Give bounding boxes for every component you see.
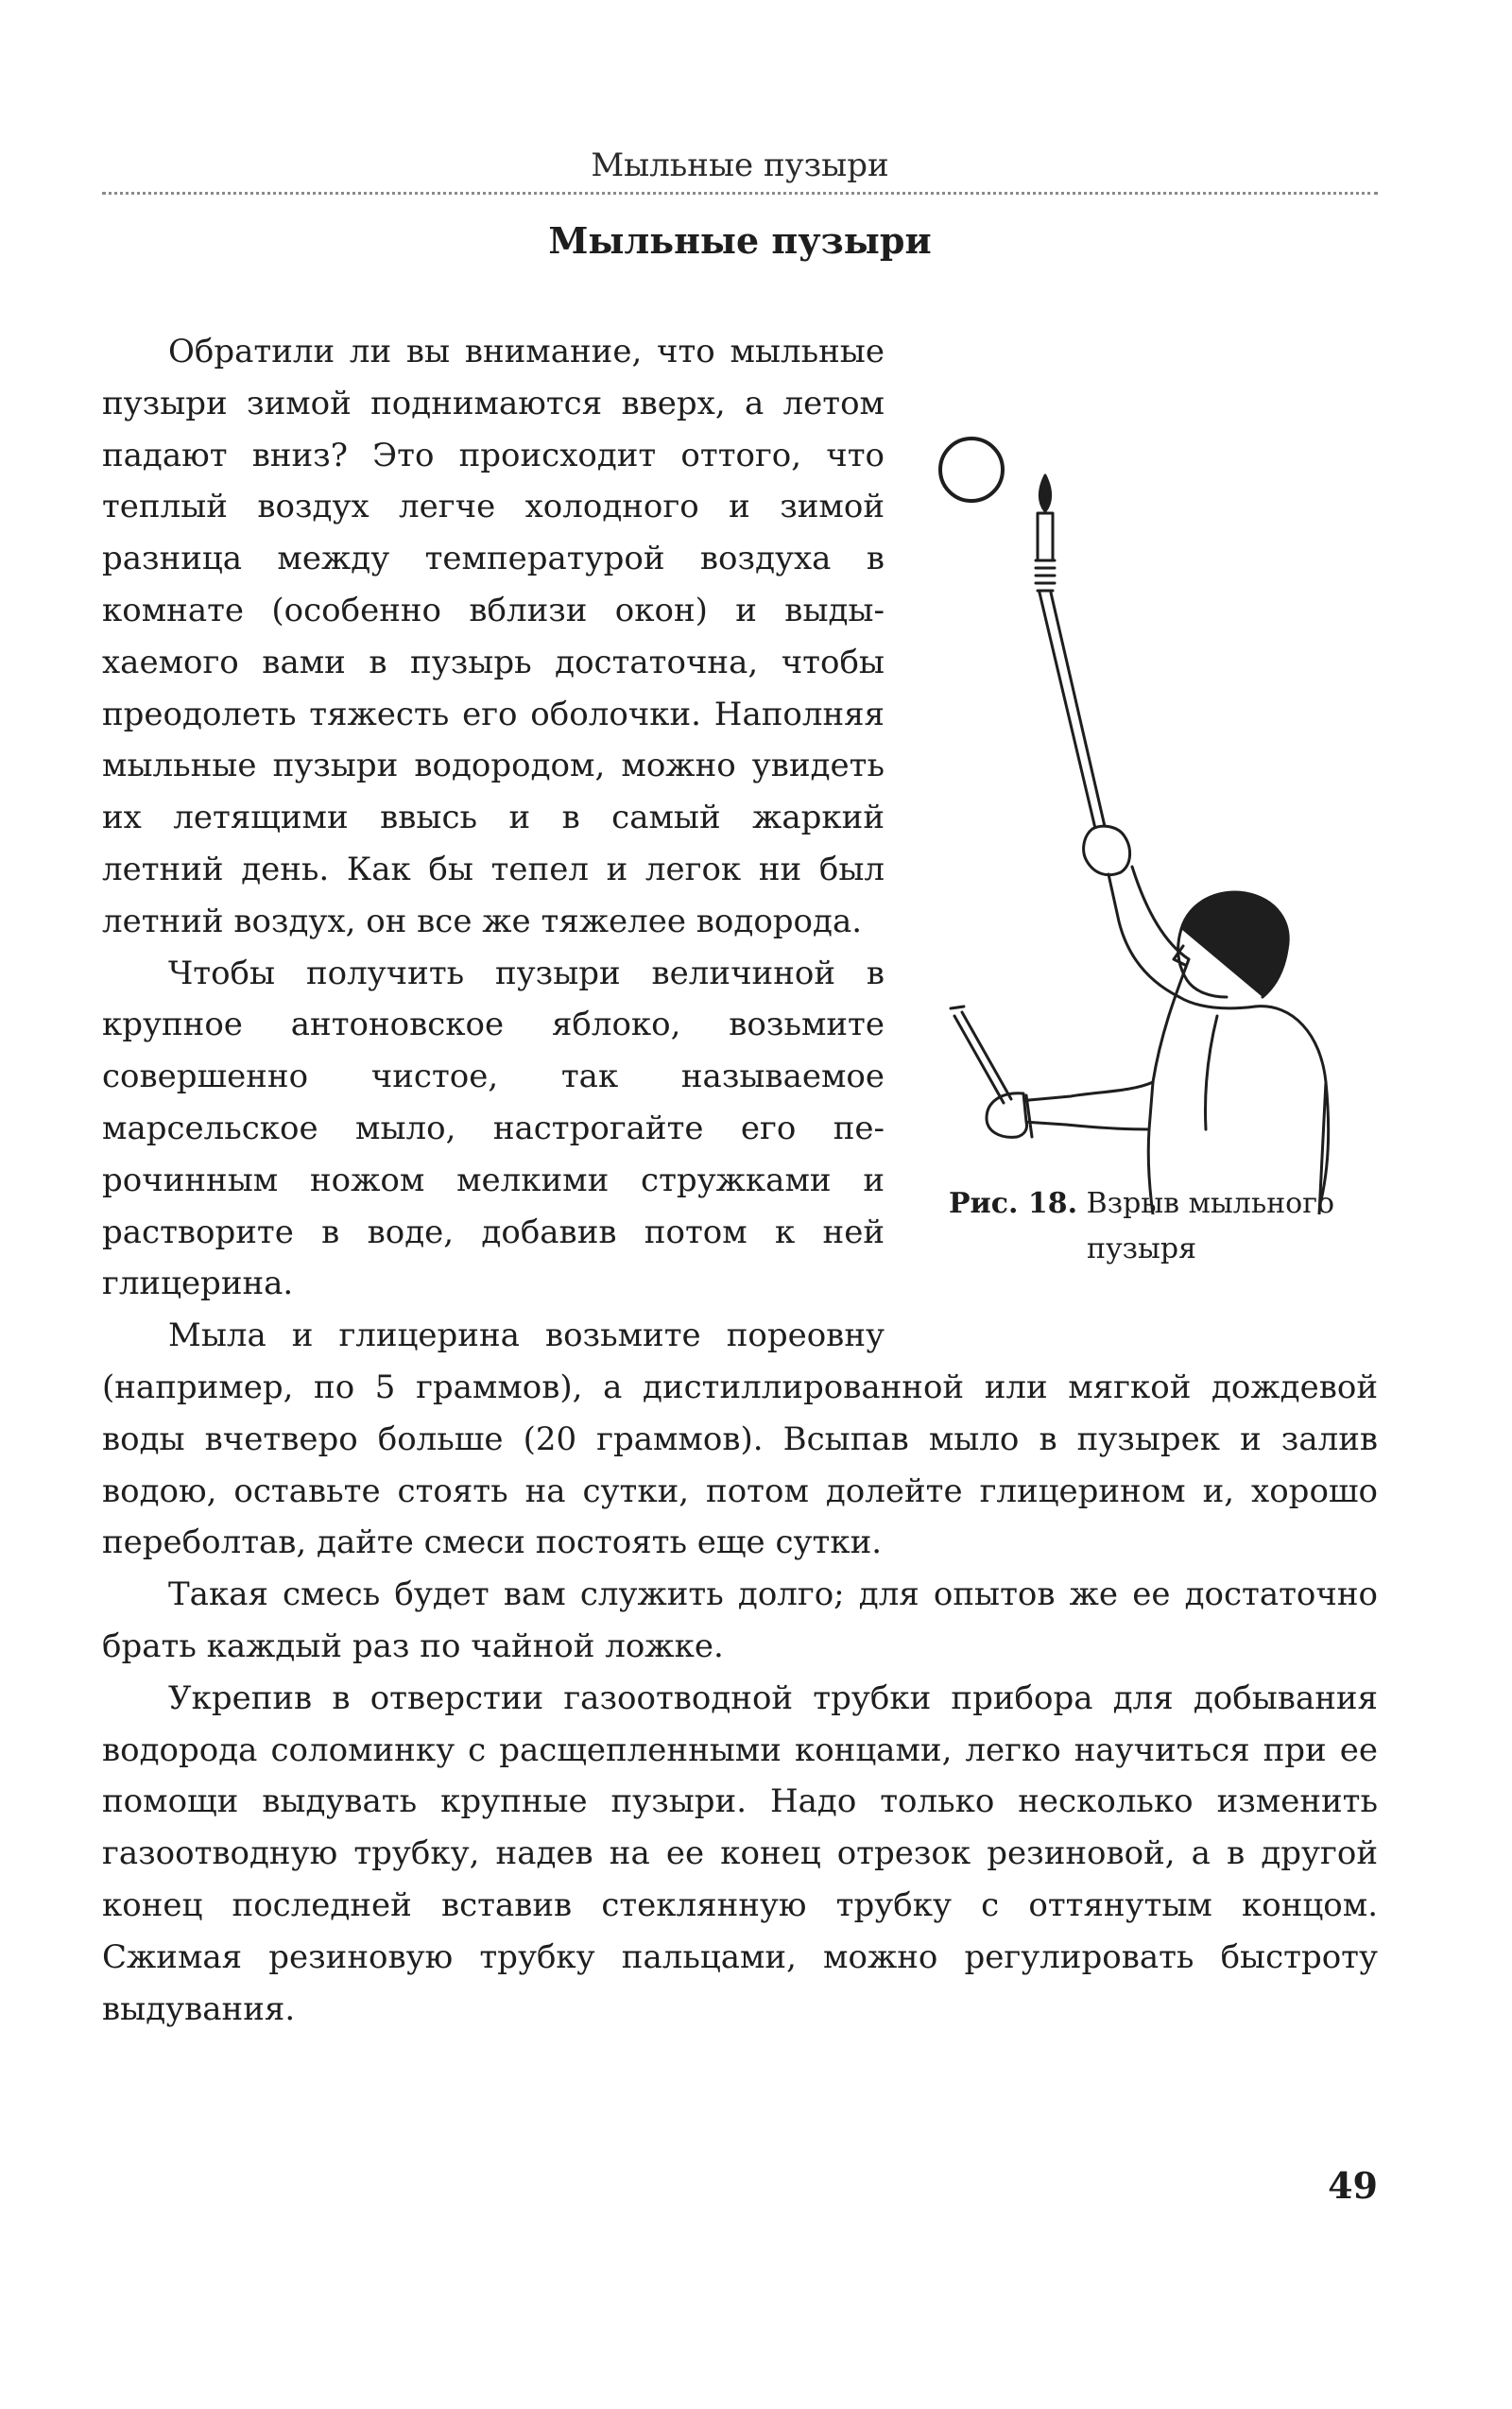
candle-stick-icon	[1036, 513, 1107, 836]
article-body	[102, 326, 1378, 2035]
paragraph-3: Мыла и глицерина возьмите пореовну (например, по 5 граммов), а дистиллированной или мягкой дождевой воды вчетверо больше (20 граммов). Всыпав мыло в пузырек и залив водою, оставьте стоять на сутки, потом долейте глицерином и, хорошо переболтав, дайте смеси постоять еще сутки.	[102, 1316, 1378, 1562]
raised-arm	[1108, 867, 1189, 997]
paragraph-2: Чтобы получить пузыри величиной в крупное антоновское яблоко, возьмите совершенно чистое, так называемое марсельское мыло, настрогайте его перочинным ножом мелкими стружками и растворите в воде, добавив потом к ней глицерина.	[102, 954, 885, 1303]
lower-hand-icon	[987, 1093, 1027, 1138]
figure-caption	[905, 1181, 1378, 1272]
raised-hand-icon	[1084, 826, 1130, 875]
paragraph-4: Такая смесь будет вам служить долго; для опытов же ее достаточно брать каждый раз по чайной ложке.	[102, 1575, 1378, 1665]
figure-caption-text: Взрыв мыльного пузыря	[1086, 1187, 1335, 1265]
header-divider	[102, 192, 1378, 195]
straw-tube-icon	[954, 1012, 1011, 1103]
bubble-experiment-illustration	[905, 430, 1378, 1214]
page-title: Мыльные пузыри	[548, 219, 932, 262]
paragraph-1: Обратили ли вы внимание, что мыльные пузыри зимой поднимаются вверх, а летом падают вниз? Это происходит оттого, что теплый воздух легче холодного и зимой разница между температурой воздуха в комнате (особенно вблизи окон) и выдыхаемого вами в пузырь достаточна, чтобы преодолеть тяжесть его оболочки. Наполняя мыльные пузыри водородом, можно увидеть их летящими ввысь и в самый жаркий летний день. Как бы тепел и легок ни был летний воздух, он все же тяжелее водорода.	[102, 333, 885, 940]
candle-flame-icon	[1040, 475, 1050, 511]
man-body	[1148, 959, 1329, 1214]
paragraph-5: Укрепив в отверстии газоотводной трубки прибора для добывания водорода соломинку с расщепленными концами, легко научиться при ее помощи выдувать крупные пузыри. Надо только несколько изменить газоотводную трубку, надев на ее конец отрезок резиновой, а в другой конец последней вставив стеклянную трубку с оттянутым концом. Сжимая резиновую трубку пальцами, можно регулировать быстроту выдувания.	[102, 1678, 1378, 2028]
figure-18	[905, 326, 1378, 1328]
running-head: Мыльные пузыри	[591, 146, 889, 184]
man-head	[1174, 892, 1288, 997]
page-number: 49	[1328, 2164, 1378, 2207]
figure-label: Рис. 18.	[948, 1187, 1078, 1220]
soap-bubble-icon	[940, 439, 1003, 501]
lower-arm	[1019, 1082, 1153, 1129]
